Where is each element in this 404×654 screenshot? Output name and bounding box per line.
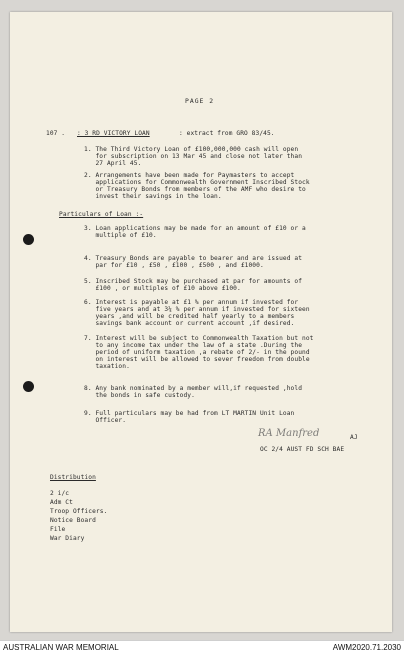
paragraph-line: 6. Interest is payable at £1 % per annum if invested for — [84, 299, 299, 306]
paragraph-line: on interest will be allowed to sever freedom from double — [84, 356, 310, 363]
signature-title: OC 2/4 AUST FD SCH BAE — [260, 446, 345, 453]
handwritten-signature: RA Manfred — [258, 428, 320, 439]
paragraph-line: 27 April 45. — [84, 160, 142, 167]
paragraph-line: years ,and will be credited half yearly to a members — [84, 313, 295, 320]
paragraph-line: 8. Any bank nominated by a member will,if requested ,hold — [84, 385, 303, 392]
section-heading: Particulars of Loan :- — [59, 211, 144, 218]
distribution-item: File — [50, 526, 66, 533]
paragraph-line: multiple of £10. — [84, 232, 157, 239]
paragraph-line: applications for Commonwealth Government Inscribed Stock — [84, 179, 310, 186]
distribution-item: War Diary — [50, 535, 85, 542]
paragraph-line: 7. Interest will be subject to Commonwealth Taxation but not — [84, 335, 314, 342]
paragraph-line: 2. Arrangements have been made for Paymasters to accept — [84, 172, 295, 179]
paragraph-line: invest their savings in the loan. — [84, 193, 222, 200]
paragraph-line: 5. Inscribed Stock may be purchased at par for amounts of — [84, 278, 303, 285]
paragraph-line: Officer. — [84, 417, 127, 424]
distribution-heading: Distribution — [50, 474, 96, 481]
paragraph-line: the bonds in safe custody. — [84, 392, 195, 399]
punch-hole — [23, 234, 34, 245]
paragraph-line: taxation. — [84, 363, 130, 370]
footer-accession-id: AWM2020.71.2030 — [332, 643, 401, 652]
footer-institution: AUSTRALIAN WAR MEMORIAL — [3, 643, 119, 652]
distribution-item: 2 i/c — [50, 490, 70, 497]
item-extract: : extract from GRO 83/45. — [179, 130, 275, 137]
page-title: PAGE 2 — [185, 97, 215, 105]
footer-bar — [0, 640, 404, 654]
distribution-item: Troop Officers. — [50, 508, 108, 515]
signature-rank: AJ — [350, 434, 358, 441]
paragraph-line: 3. Loan applications may be made for an amount of £10 or a — [84, 225, 306, 232]
paragraph-line: 1. The Third Victory Loan of £100,000,000 cash will open — [84, 146, 299, 153]
distribution-item: Notice Board — [50, 517, 96, 524]
paragraph-line: or Treasury Bonds from members of the AMF who desire to — [84, 186, 306, 193]
paragraph-line: par for £10 , £50 , £100 , £500 , and £1000. — [84, 262, 264, 269]
paragraph-line: period of uniform taxation ,a rebate of 2/- in the pound — [84, 349, 310, 356]
paragraph-line: 9. Full particulars may be had from LT MARTIN Unit Loan — [84, 410, 295, 417]
paragraph-line: for subscription on 13 Mar 45 and close not later than — [84, 153, 303, 160]
distribution-item: Adm Ct — [50, 499, 73, 506]
item-title: : 3 RD VICTORY LOAN — [77, 130, 150, 137]
punch-hole — [23, 381, 34, 392]
paragraph-line: 4. Treasury Bonds are payable to bearer and are issued at — [84, 255, 303, 262]
item-number: 107 . — [46, 130, 66, 137]
paragraph-line: to any income tax under the law of a state .During the — [84, 342, 303, 349]
paragraph-line: five years and at 3¼ % per annum if invested for sixteen — [84, 306, 310, 313]
paragraph-line: savings bank account or current account ,if desired. — [84, 320, 295, 327]
paragraph-line: £100 , or multiples of £10 above £100. — [84, 285, 241, 292]
